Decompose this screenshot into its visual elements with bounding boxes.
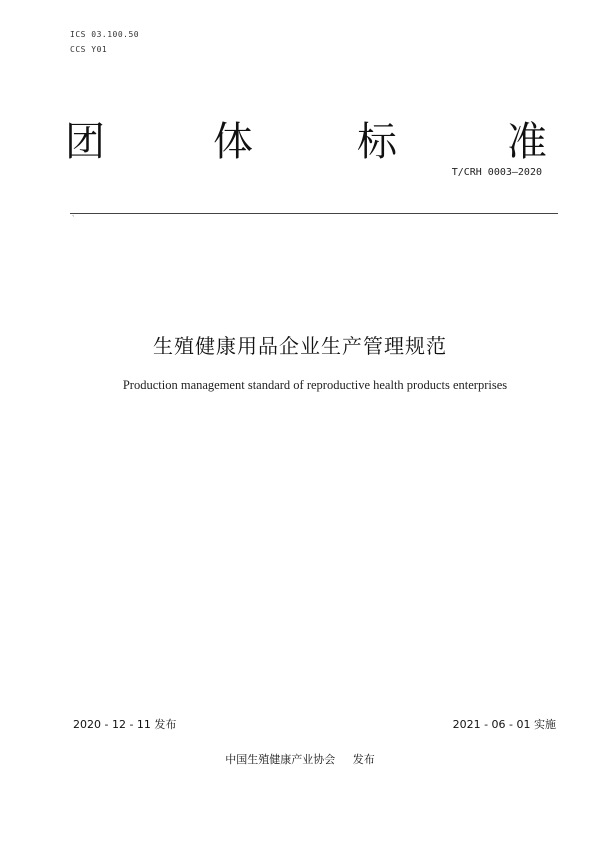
- standard-type-title: [65, 118, 555, 170]
- publisher-organization: 中国生殖健康产业协会: [225, 753, 336, 766]
- ccs-code: CCS Y01: [70, 45, 108, 54]
- document-subtitle: Production management standard of reproductive health products enterprises: [122, 378, 508, 392]
- publisher-action: 发布: [352, 753, 375, 766]
- ics-code: ICS 03.100.50: [70, 30, 140, 39]
- standard-title-char: 标: [357, 119, 397, 165]
- standard-title-char: 体: [213, 119, 253, 165]
- standard-number: T/CRH 0003—2020: [451, 167, 542, 178]
- standard-title-char: 准: [507, 119, 547, 165]
- small-mark: 、: [72, 211, 79, 218]
- standard-title-char: 团: [65, 119, 105, 165]
- document-title: 生殖健康用品企业生产管理规范: [153, 334, 447, 358]
- header-divider: [70, 213, 558, 214]
- implementation-date: 2021 - 06 - 01 实施: [452, 718, 556, 731]
- issue-date: 2020 - 12 - 11 发布: [73, 718, 177, 731]
- publisher-line: [0, 751, 600, 767]
